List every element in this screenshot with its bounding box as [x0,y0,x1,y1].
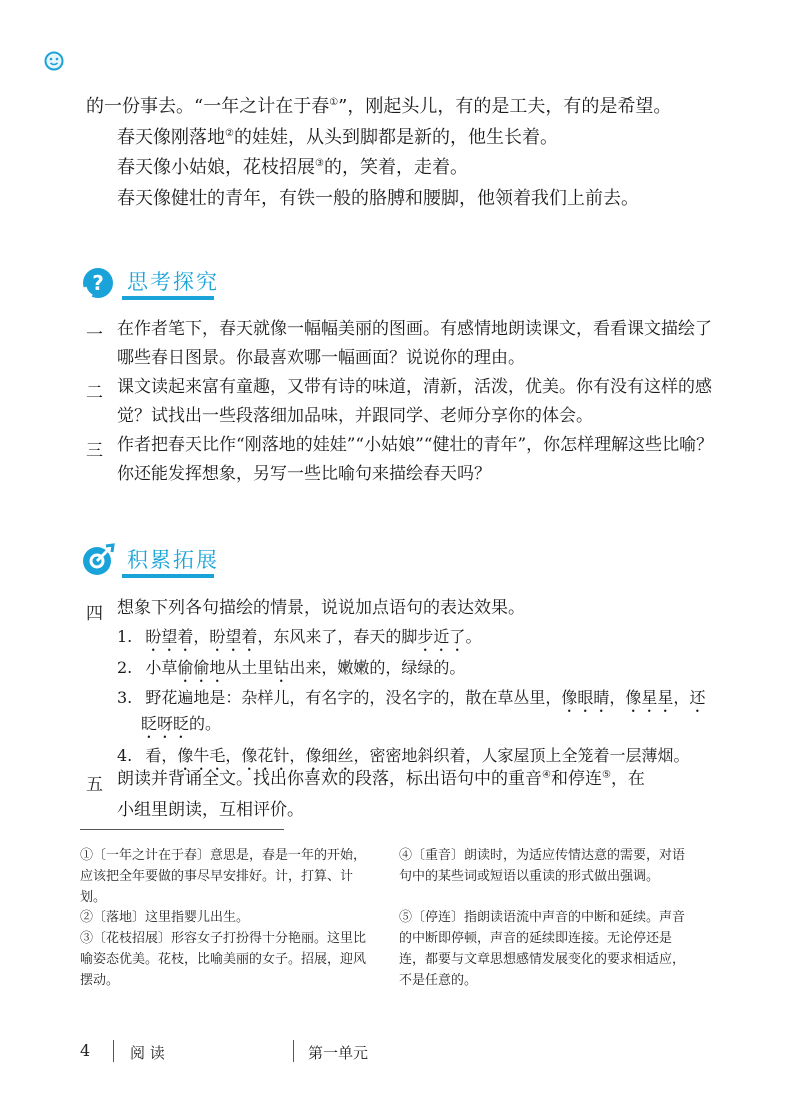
section-title: 思考探究 [127,270,219,294]
question-text: 想象下列各句描绘的情景，说说加点语句的表达效果。 [117,598,525,618]
question-number: 四 [86,604,103,624]
list-item: 4. 看，像牛毛，像花针，像细丝，密密地斜织着，人家屋顶上全笼着一层薄烟。 [117,746,690,765]
question-text: 在作者笔下，春天就像一幅幅美丽的图画。有感情地朗读课文，看看课文描绘了哪些春日图景。你最喜欢哪一幅画面？说说你的理由。 [117,319,712,368]
list-item: 1. 盼望着，盼望着，东风来了，春天的脚步近了。 [117,627,482,646]
body-paragraph: 春天像小姑娘，花枝招展③的，笑着，走着。 [117,157,468,178]
question-text: 作者把春天比作“刚落地的娃娃”“小姑娘”“健壮的青年”，你怎样理解这些比喻？你还能发挥想象，另写一些比喻句来描绘春天吗？ [117,435,714,484]
list-item: 2. 小草偷偷地从土里钻出来，嫩嫩的，绿绿的。 [117,658,466,677]
footer-divider [293,1040,294,1062]
question-number: 五 [86,775,103,795]
footnote: ③〔花枝招展〕形容女子打扮得十分艳丽。这里比喻姿态优美。花枝，比喻美丽的女子。招展，迎风摆动。 [80,931,367,988]
section-title: 积累拓展 [127,548,219,572]
footer-divider [113,1040,114,1062]
question-number: 二 [86,383,103,403]
list-item-continuation: 眨呀眨的。 [141,714,222,733]
target-arrow-icon [80,542,116,578]
smiley-icon [44,51,64,71]
footnote: ⑤〔停连〕指朗读语流中声音的中断和延续。声音的中断即停顿，声音的延续即连接。无论停还是连，都要与文章思想感情发展变化的要求相适应，不是任意的。 [399,910,686,988]
footnote: ②〔落地〕这里指婴儿出生。 [80,910,250,925]
footnote-divider [80,829,284,830]
body-paragraph: 春天像健壮的青年，有铁一般的胳膊和腰脚，他领着我们上前去。 [117,188,639,209]
question-text-continuation: 小组里朗读，互相评价。 [117,800,304,820]
svg-text:?: ? [92,271,104,295]
list-item: 3. 野花遍地是：杂样儿，有名字的，没名字的，散在草丛里，像眼睛，像星星，还 [117,688,706,707]
body-paragraph: 春天像刚落地②的娃娃，从头到脚都是新的，他生长着。 [117,127,558,148]
question-number: 三 [86,441,103,461]
question-number: 一 [86,325,103,345]
question-icon [80,265,116,301]
title-underline [122,296,214,300]
question-text: 朗读并背诵全文。找出你喜欢的段落，标出语句中的重音④和停连⑤，在 [117,769,645,789]
page-number: 4 [80,1041,91,1060]
title-underline [122,574,214,578]
body-paragraph: 的一份事去。“一年之计在于春①”，刚起头儿，有的是工夫，有的是希望。 [86,96,672,117]
footnote: ①〔一年之计在于春〕意思是，春是一年的开始，应该把全年要做的事尽早安排好。计，打算、计划。 [80,848,367,905]
footer-unit: 第一单元 [308,1044,369,1062]
footnote: ④〔重音〕朗读时，为适应传情达意的需要，对语句中的某些词或短语以重读的形式做出强调。 [399,848,686,884]
footer-section: 阅 读 [130,1044,165,1062]
question-text: 课文读起来富有童趣，又带有诗的味道，清新，活泼，优美。你有没有这样的感觉？试找出一些段落细加品味，并跟同学、老师分享你的体会。 [117,377,712,426]
